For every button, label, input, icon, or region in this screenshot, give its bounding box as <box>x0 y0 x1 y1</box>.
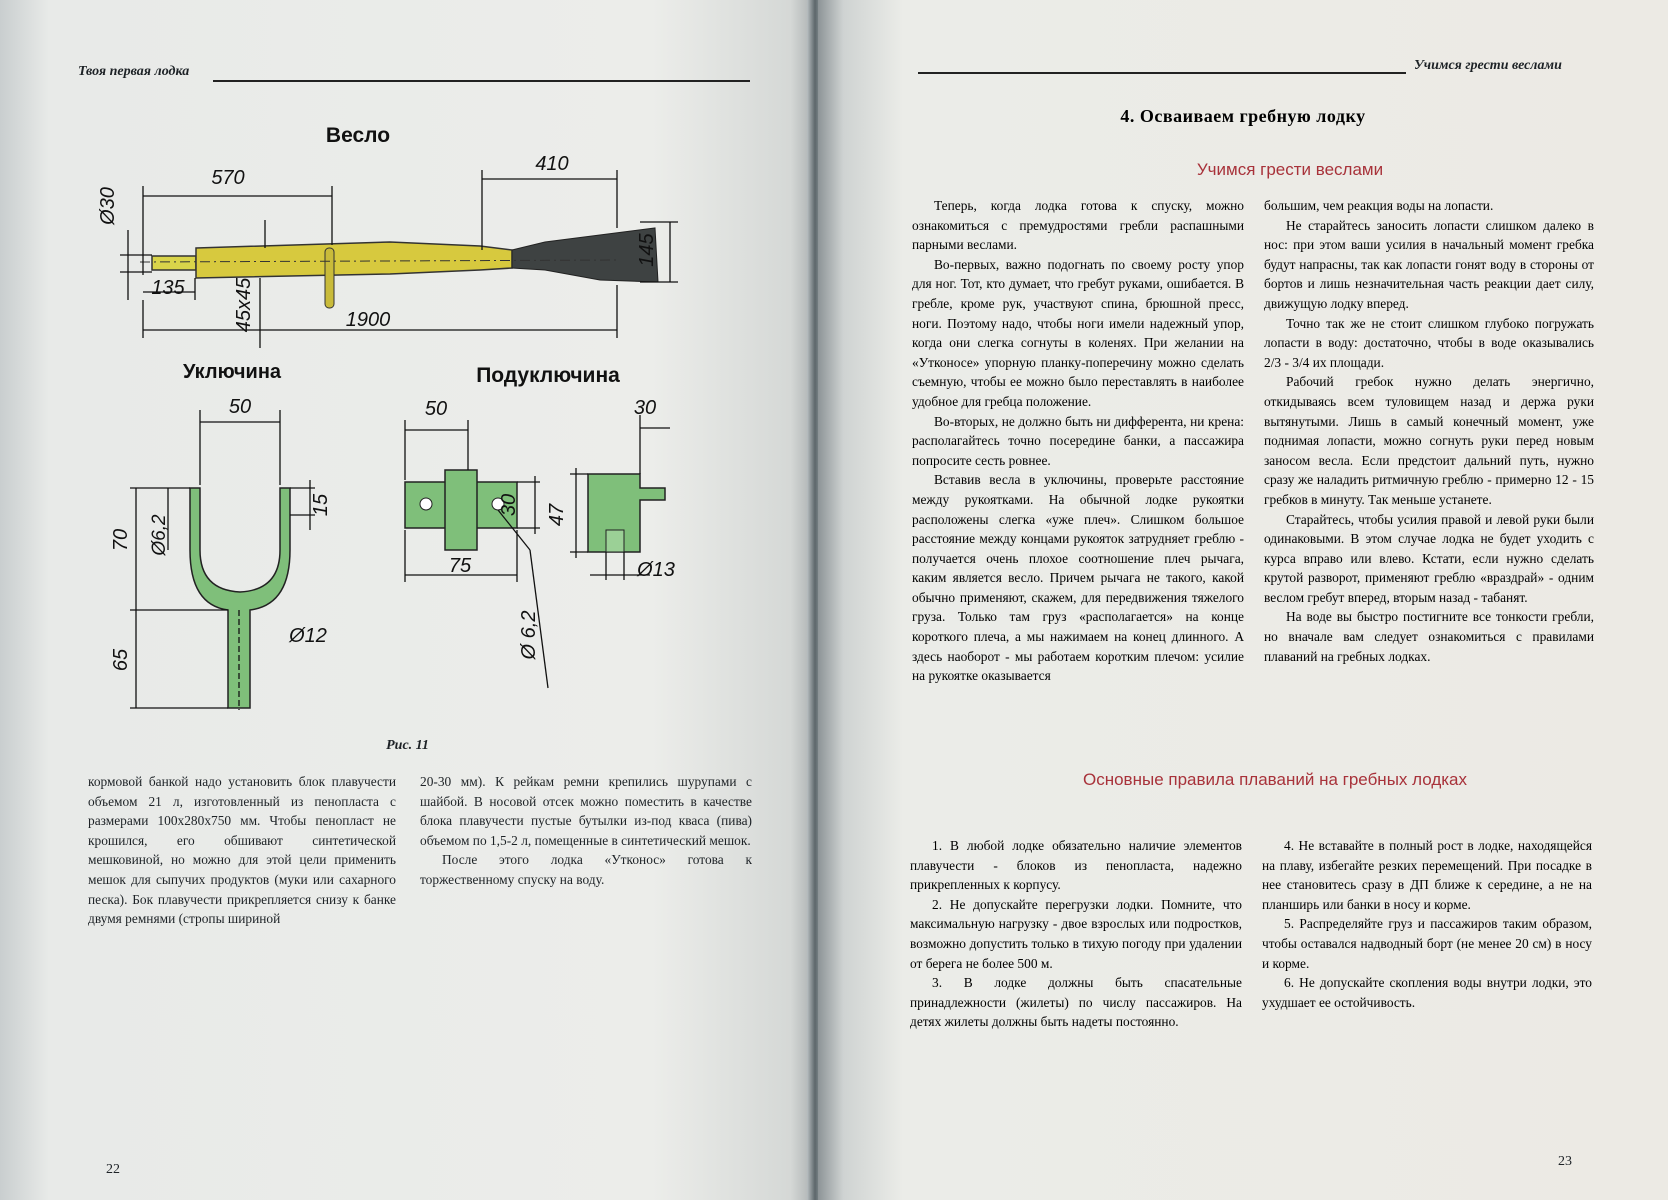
paragraph: кормовой банкой надо установить блок плавучести объемом 21 л, изготовленный из пенопласта с размерами 100x280x750 мм. Чтобы пенопласт не крошился, его обшивают синтетической мешковиной, но можно для этой цели применить мешок для сыпучих продуктов (муки или сахарного песка). Бок плавучести прикрепляется снизу к банке двумя ремнями (стропы шириной <box>88 774 396 927</box>
rule-item: 1. В любой лодке обязательно наличие элементов плавучести - блоков из пенопласта, надежно прикрепленных к корпусу. <box>910 838 1242 893</box>
socket-dim-30-top: 30 <box>633 397 657 419</box>
left-running-head: Твоя первая лодка <box>78 64 190 79</box>
subtitle-rowing: Учимся грести веслами <box>1196 160 1384 179</box>
oar-handle <box>152 256 196 270</box>
rules-col-1 <box>910 836 1242 1032</box>
oarlock-dim-15: 15 <box>310 493 332 517</box>
oar-dim-d30: Ø30 <box>97 187 119 225</box>
oar-dim-1900: 1900 <box>345 309 391 331</box>
oar-loom <box>196 242 512 278</box>
paragraph: После этого лодка «Утконос» готова к торжественному спуску на воду. <box>420 852 752 887</box>
right-page-number: 23 <box>1558 1154 1572 1169</box>
rule-item: 2. Не допускайте перегрузки лодки. Помните, что максимальную нагрузку - двое взрослых или подростков, возможно допустить только в тихую погоду при удалении от берега не более 500 м. <box>910 896 1242 971</box>
right-header-rule <box>918 72 1406 74</box>
oarlock-body <box>190 488 290 708</box>
left-page-number: 22 <box>106 1162 120 1177</box>
rule-item: 6. Не допускайте скопления воды внутри лодки, это ухудшает ее остойчивость. <box>1262 975 1592 1010</box>
rules-col-2 <box>1262 836 1592 1012</box>
oar-dim-45x45: 45x45 <box>233 277 255 333</box>
paragraph: Во-вторых, не должно быть ни дифферента, ни крена: располагайтесь точно посередине банки, а пассажира попросите сесть ровнее. <box>912 413 1244 468</box>
paragraph: Старайтесь, чтобы усилия правой и левой руки были одинаковыми. В этом случае лодка не будет уходить с курса вправо или влево. Кстати, если нужно сделать крутой разворот, применяют греблю «враздрай» - одним веслом гребут вперед, вторым назад - табанят. <box>1264 511 1594 605</box>
left-header-rule <box>213 80 750 82</box>
left-page <box>0 0 815 1200</box>
paragraph: Рабочий гребок нужно делать энергично, откидываясь всем туловищем назад и держа руки вытянутыми. Лишь в самый конечный момент, уже поднимая лопасти, можно согнуть руки перед новым заносом весла. Если предстоит дальний путь, нужно сразу же наладить ритмичную греблю - примерно 12 - 15 гребков в минуту. Так меньше устанете. <box>1264 374 1594 507</box>
oarlock-dim-d6-2: Ø6,2 <box>149 514 170 556</box>
oar-dim-570: 570 <box>211 167 245 189</box>
socket-dim-d13: Ø13 <box>637 559 675 581</box>
socket-side-view <box>588 474 665 552</box>
oar-dim-135: 135 <box>151 277 185 299</box>
left-text-col-2 <box>420 772 752 890</box>
oarlock-title: Уключина <box>182 361 282 383</box>
socket-title: Подуключина <box>476 364 620 387</box>
socket-dim-50: 50 <box>424 398 448 420</box>
subtitle-rules: Основные правила плаваний на гребных лодках <box>1082 770 1468 789</box>
right-text-col-2 <box>1264 196 1594 666</box>
socket-dim-75: 75 <box>448 555 472 577</box>
oar-drawing-figure <box>97 110 760 750</box>
oar-drawing <box>140 228 658 308</box>
paragraph: 20-30 мм). К рейкам ремни крепились шурупами с шайбой. В носовой отсек можно поместить в качестве блока плавучести пустые бутылки из-под кваса (пива) объемом по 1,5-2 л, помещенные в синтетический мешок. <box>420 774 752 848</box>
oar-title: Весло <box>325 124 391 147</box>
figure-caption: Рис. 11 <box>386 738 429 753</box>
oarlock-dim-50: 50 <box>228 396 252 418</box>
paragraph: Вставив весла в уключины, проверьте расстояние между рукоятками. На обычной лодке рукоятки расположены слегка «уже плеч». Слишком большое расстояние между концами рукояток затрудняет греблю - получается очень плохое соотношение плеч рычага, каким является весло. Причем рычага не такого, какой обычно применяют, скажем, для передвижения тяжелого груза. Только там груз «располагается» на конце короткого плеча, а мы нажимаем на конец длинного. А здесь наоборот - мы работаем коротким плечом: усилие на рукоятке оказывается <box>912 472 1244 684</box>
oarlock-dim-65: 65 <box>110 648 132 672</box>
right-running-head: Учимся грести веслами <box>1414 58 1562 73</box>
socket-dim-d6-2: Ø 6,2 <box>518 610 540 660</box>
paragraph: Во-первых, важно подогнать по своему росту упор для ног. Тот, кто думает, что гребут руками, ошибается. В гребле, кроме рук, участвуют спина, брюшной пресс, ноги. Поэтому надо, чтобы ноги имели надежный упор, когда они слегка согнуты в коленях. При желании на «Утконосе» упорную планку-поперечину можно сделать съемную, чтобы ее можно было переставлять в наиболее удобное для гребца положение. <box>912 256 1244 409</box>
paragraph: Не старайтесь заносить лопасти слишком далеко в нос: при этом ваши усилия в начальный момент гребка будут напрасны, так как лопасти гонят воду в стороны от бортов и лишь незначительная часть реакции дает силу, движущую лодку вперед. <box>1264 217 1594 311</box>
paragraph: Точно так же не стоит слишком глубоко погружать лопасти в воду: достаточно, чтобы в воде оказывались 2/3 - 3/4 их площади. <box>1264 315 1594 370</box>
oarlock-dim-d12: Ø12 <box>289 625 327 647</box>
paragraph: большим, чем реакция воды на лопасти. <box>1264 198 1494 213</box>
socket-dim-47: 47 <box>546 503 568 527</box>
section-title: 4. Осваиваем гребную лодку <box>1120 106 1366 126</box>
socket-dim-30-side: 30 <box>498 493 520 517</box>
paragraph: Теперь, когда лодка готова к спуску, можно ознакомиться с премудростями гребли распашными парными веслами. <box>912 198 1244 253</box>
oar-dim-410: 410 <box>535 153 569 175</box>
rule-item: 5. Распределяйте груз и пассажиров таким образом, чтобы оставался надводный борт (не менее 20 см) в носу и корме. <box>1262 916 1592 971</box>
rule-item: 3. В лодке должны быть спасательные принадлежности (жилеты) по числу пассажиров. На детях жилеты должны быть надеты постоянно. <box>910 975 1242 1030</box>
oar-dim-145: 145 <box>636 233 658 267</box>
oarlock-dim-70: 70 <box>110 528 132 552</box>
left-text-col-1 <box>88 772 396 929</box>
rule-item: 4. Не вставайте в полный рост в лодке, находящейся на плаву, избегайте резких перемещений. При посадке в нее становитесь сразу в ДП ближе к середине, а не на планширь или банки в носу и корме. <box>1262 838 1592 912</box>
right-text-col-1 <box>912 196 1244 686</box>
paragraph: На воде вы быстро постигните все тонкости гребли, но вначале вам следует ознакомиться с правилами плаваний на гребных лодках. <box>1264 609 1594 664</box>
oar-pin <box>325 248 334 308</box>
